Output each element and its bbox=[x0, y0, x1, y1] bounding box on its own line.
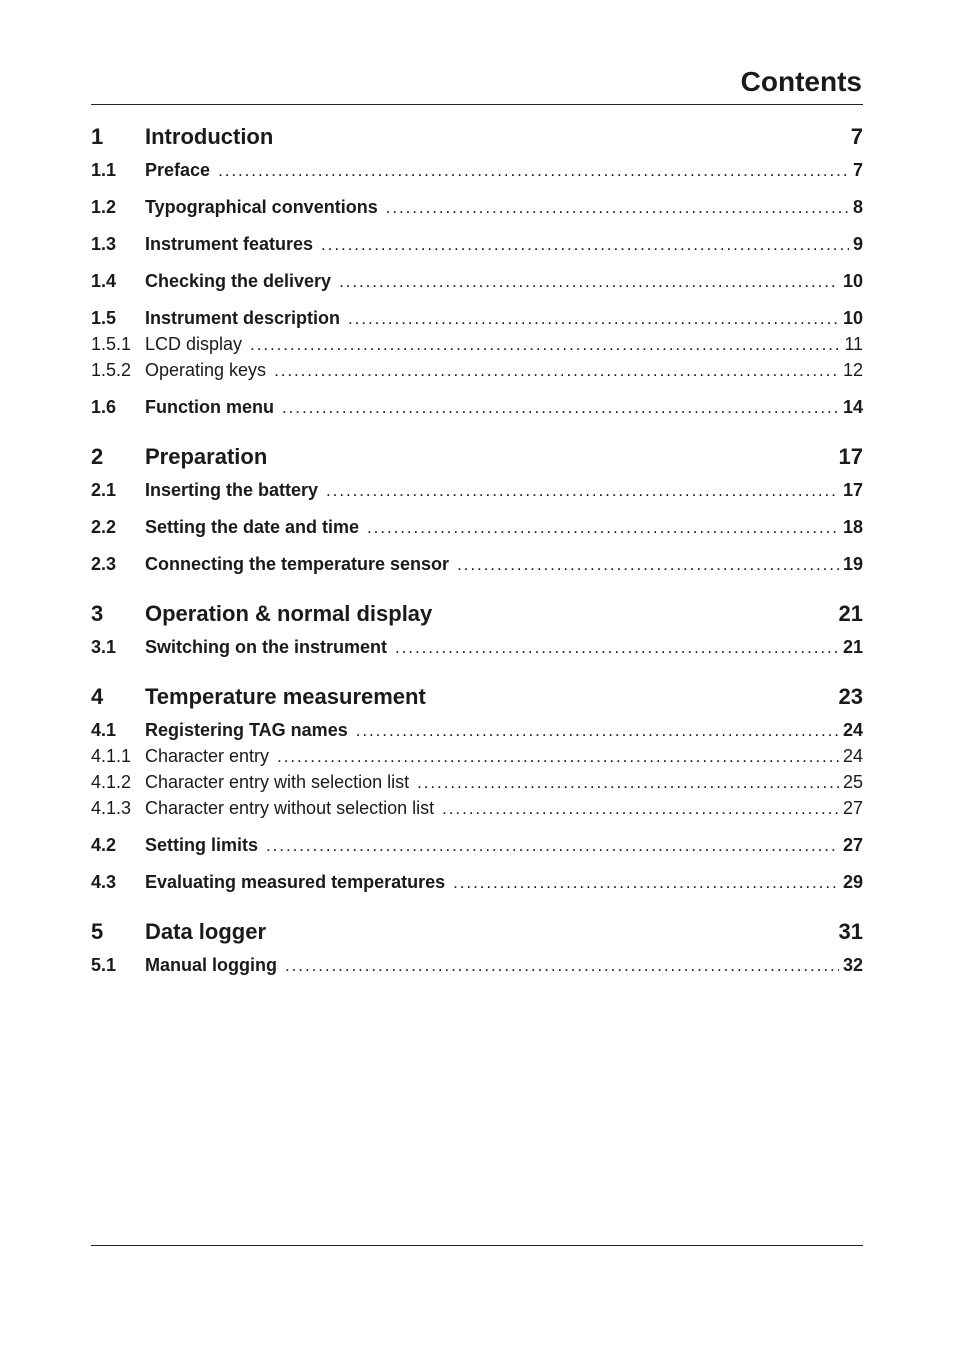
entry-title: Character entry bbox=[145, 746, 270, 766]
entry-number: 1.5.1 bbox=[91, 334, 132, 354]
toc-entry-2-2[interactable] bbox=[91, 514, 863, 540]
entry-page: 9 bbox=[852, 234, 863, 254]
entry-number: 4.2 bbox=[91, 835, 117, 855]
entry-number: 1.4 bbox=[91, 271, 117, 291]
entry-number: 3.1 bbox=[91, 637, 117, 657]
entry-title: Instrument features bbox=[145, 234, 314, 254]
entry-title: Character entry without selection list bbox=[145, 798, 435, 818]
dot-leader bbox=[356, 717, 839, 744]
entry-page: 14 bbox=[842, 397, 863, 417]
header-rule bbox=[91, 104, 863, 105]
entry-number: 1.2 bbox=[91, 197, 117, 217]
page-title: Contents bbox=[740, 66, 862, 97]
entry-number: 4.1.1 bbox=[91, 746, 132, 766]
chapter-page: 7 bbox=[850, 124, 863, 149]
chapter-title: Operation & normal display bbox=[145, 601, 433, 626]
entry-title: LCD display bbox=[145, 334, 243, 354]
entry-page: 19 bbox=[842, 554, 863, 574]
dot-leader bbox=[250, 331, 840, 358]
toc-entry-4-1[interactable] bbox=[91, 717, 863, 743]
toc-chapter-2[interactable] bbox=[91, 437, 863, 477]
entry-number: 2.1 bbox=[91, 480, 117, 500]
entry-number: 4.1 bbox=[91, 720, 117, 740]
dot-leader bbox=[453, 869, 839, 896]
dot-leader bbox=[274, 357, 839, 384]
entry-page: 32 bbox=[842, 955, 863, 975]
toc-entry-2-1[interactable] bbox=[91, 477, 863, 503]
entry-page: 27 bbox=[842, 798, 863, 818]
entry-title: Checking the delivery bbox=[145, 271, 332, 291]
chapter-title: Preparation bbox=[145, 444, 268, 469]
entry-page: 7 bbox=[852, 160, 863, 180]
chapter-page: 21 bbox=[838, 601, 863, 626]
entry-title: Preface bbox=[145, 160, 211, 180]
toc-entry-4-1-3[interactable] bbox=[91, 795, 863, 821]
chapter-title: Temperature measurement bbox=[145, 684, 426, 709]
entry-page: 29 bbox=[842, 872, 863, 892]
chapter-page: 17 bbox=[838, 444, 863, 469]
entry-number: 2.2 bbox=[91, 517, 117, 537]
entry-title: Setting limits bbox=[145, 835, 259, 855]
dot-leader bbox=[282, 394, 839, 421]
table-of-contents bbox=[91, 117, 863, 978]
entry-number: 2.3 bbox=[91, 554, 117, 574]
entry-title: Typographical conventions bbox=[145, 197, 378, 217]
entry-page: 21 bbox=[842, 637, 863, 657]
toc-entry-4-3[interactable] bbox=[91, 869, 863, 895]
entry-number: 4.1.3 bbox=[91, 798, 132, 818]
dot-leader bbox=[285, 952, 839, 979]
dot-leader bbox=[442, 795, 839, 822]
chapter-title: Data logger bbox=[145, 919, 267, 944]
toc-entry-4-1-1[interactable] bbox=[91, 743, 863, 769]
entry-number: 1.6 bbox=[91, 397, 117, 417]
toc-entry-1-4[interactable] bbox=[91, 268, 863, 294]
entry-number: 5.1 bbox=[91, 955, 117, 975]
toc-entry-2-3[interactable] bbox=[91, 551, 863, 577]
toc-entry-1-5[interactable] bbox=[91, 305, 863, 331]
toc-chapter-3[interactable] bbox=[91, 594, 863, 634]
chapter-number: 2 bbox=[91, 444, 104, 469]
dot-leader bbox=[218, 157, 849, 184]
dot-leader bbox=[395, 634, 839, 661]
chapter-number: 5 bbox=[91, 919, 104, 944]
dot-leader bbox=[367, 514, 839, 541]
chapter-number: 4 bbox=[91, 684, 104, 709]
entry-title: Inserting the battery bbox=[145, 480, 319, 500]
entry-page: 27 bbox=[842, 835, 863, 855]
entry-title: Connecting the temperature sensor bbox=[145, 554, 450, 574]
dot-leader bbox=[339, 268, 839, 295]
toc-entry-3-1[interactable] bbox=[91, 634, 863, 660]
entry-page: 24 bbox=[842, 746, 863, 766]
entry-title: Switching on the instrument bbox=[145, 637, 387, 657]
toc-entry-5-1[interactable] bbox=[91, 952, 863, 978]
entry-page: 10 bbox=[842, 271, 863, 291]
chapter-page: 23 bbox=[838, 684, 863, 709]
entry-number: 1.5 bbox=[91, 308, 117, 328]
entry-title: Setting the date and time bbox=[145, 517, 360, 537]
footer-rule bbox=[91, 1245, 863, 1246]
dot-leader bbox=[348, 305, 839, 332]
toc-entry-1-3[interactable] bbox=[91, 231, 863, 257]
entry-title: Instrument description bbox=[145, 308, 341, 328]
entry-page: 18 bbox=[842, 517, 863, 537]
entry-page: 11 bbox=[844, 334, 863, 354]
dot-leader bbox=[457, 551, 839, 578]
entry-page: 25 bbox=[842, 772, 863, 792]
entry-title: Function menu bbox=[145, 397, 274, 417]
entry-number: 4.3 bbox=[91, 872, 117, 892]
entry-page: 10 bbox=[842, 308, 863, 328]
entry-number: 1.1 bbox=[91, 160, 117, 180]
toc-chapter-5[interactable] bbox=[91, 912, 863, 952]
entry-page: 24 bbox=[842, 720, 863, 740]
entry-title: Character entry with selection list bbox=[145, 772, 410, 792]
entry-page: 12 bbox=[842, 360, 863, 380]
chapter-page: 31 bbox=[838, 919, 863, 944]
entry-title: Registering TAG names bbox=[145, 720, 348, 740]
entry-number: 1.5.2 bbox=[91, 360, 132, 380]
toc-entry-4-2[interactable] bbox=[91, 832, 863, 858]
dot-leader bbox=[417, 769, 839, 796]
entry-title: Operating keys bbox=[145, 360, 267, 380]
toc-entry-1-5-1[interactable] bbox=[91, 331, 863, 357]
entry-page: 17 bbox=[842, 480, 863, 500]
toc-chapter-4[interactable] bbox=[91, 677, 863, 717]
toc-chapter-1[interactable] bbox=[91, 117, 863, 157]
entry-page: 8 bbox=[852, 197, 863, 217]
chapter-number: 3 bbox=[91, 601, 104, 626]
toc-entry-1-2[interactable] bbox=[91, 194, 863, 220]
entry-title: Manual logging bbox=[145, 955, 277, 975]
toc-entry-4-1-2[interactable] bbox=[91, 769, 863, 795]
dot-leader bbox=[321, 231, 849, 258]
entry-number: 1.3 bbox=[91, 234, 117, 254]
chapter-title: Introduction bbox=[145, 124, 274, 149]
toc-entry-1-1[interactable] bbox=[91, 157, 863, 183]
dot-leader bbox=[277, 743, 839, 770]
dot-leader bbox=[266, 832, 839, 859]
toc-entry-1-5-2[interactable] bbox=[91, 357, 863, 383]
entry-title: Evaluating measured temperatures bbox=[145, 872, 446, 892]
toc-entry-1-6[interactable] bbox=[91, 394, 863, 420]
dot-leader bbox=[326, 477, 839, 504]
entry-number: 4.1.2 bbox=[91, 772, 132, 792]
chapter-number: 1 bbox=[91, 124, 104, 149]
dot-leader bbox=[386, 194, 849, 221]
